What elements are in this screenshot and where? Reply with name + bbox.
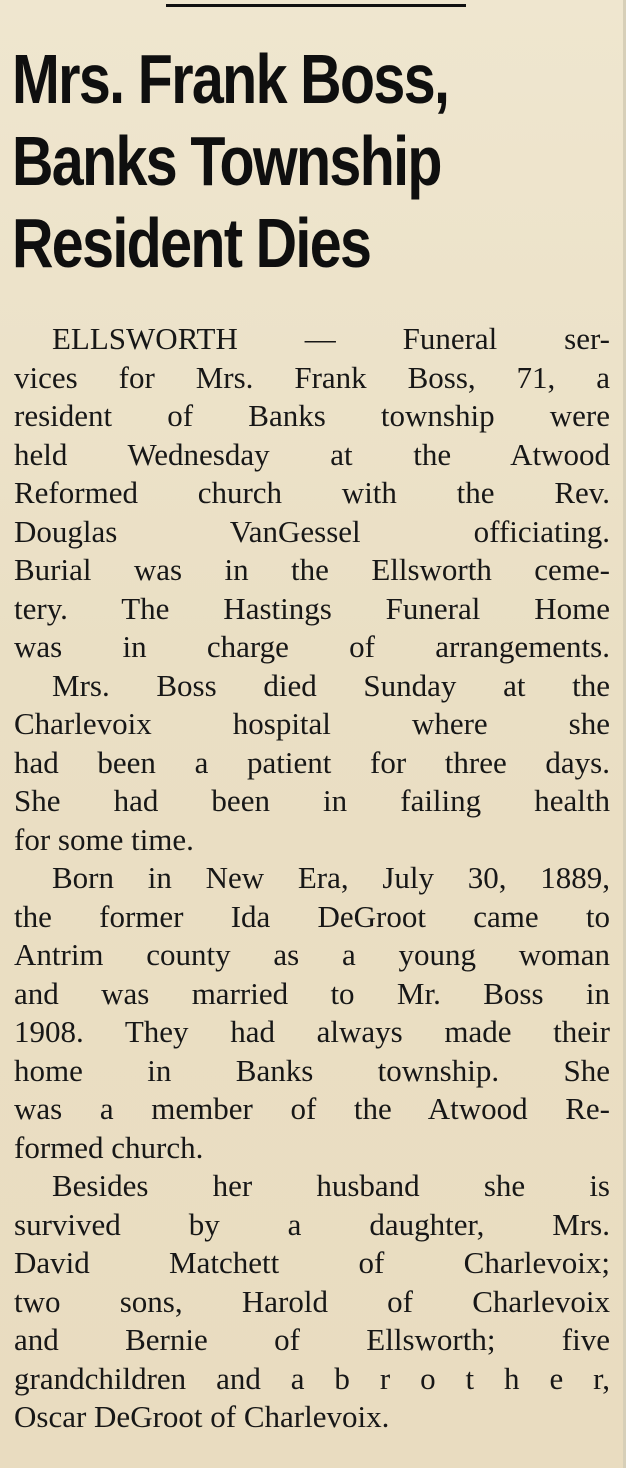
paragraph-1-line-2: vices for Mrs. Frank Boss, 71, a	[14, 359, 610, 395]
paragraph-4-line-6: grandchildren and a b r o t h e r,	[14, 1360, 610, 1396]
paragraph-4-line-2: survived by a daughter, Mrs.	[14, 1206, 610, 1242]
paragraph-1-line-5: Reformed church with the Rev.	[14, 475, 610, 510]
paragraph-1-line-4: held Wednesday at the Atwood	[14, 436, 610, 472]
headline-line-1: Mrs. Frank Boss,	[12, 40, 449, 118]
paragraph-3-line-5: 1908. They had always made their	[14, 1014, 610, 1049]
paragraph-1-line-6: Douglas VanGessel officiating.	[14, 513, 610, 549]
paragraph-4-line-5: and Bernie of Ellsworth; five	[14, 1322, 610, 1357]
paragraph-4-line-4: two sons, Harold of Charlevoix	[14, 1283, 610, 1319]
dateline: ELLSWORTH — Funeral ser-	[52, 321, 610, 356]
paragraph-2-line-1: Mrs. Boss died Sunday at the	[52, 667, 610, 703]
paragraph-4-line-3: David Matchett of Charlevoix;	[14, 1245, 610, 1280]
paragraph-2	[14, 667, 610, 860]
paragraph-1-line-9: was in charge of arrangements.	[14, 629, 610, 664]
paragraph-4	[14, 1167, 610, 1437]
paragraph-3-line-4: and was married to Mr. Boss in	[14, 975, 610, 1011]
article-body	[14, 320, 610, 1437]
paragraph-1	[14, 320, 610, 667]
headline	[12, 38, 612, 284]
paragraph-2-line-5: for some time.	[14, 821, 194, 857]
top-rule	[166, 4, 466, 7]
paragraph-2-line-4: She had been in failing health	[14, 783, 610, 818]
paragraph-1-line-7: Burial was in the Ellsworth ceme-	[14, 552, 610, 587]
paragraph-4-line-1: Besides her husband she is	[52, 1168, 610, 1203]
paragraph-3-line-1: Born in New Era, July 30, 1889,	[52, 860, 610, 895]
paragraph-3-line-2: the former Ida DeGroot came to	[14, 898, 610, 934]
paragraph-3-line-3: Antrim county as a young woman	[14, 937, 610, 972]
paragraph-2-line-2: Charlevoix hospital where she	[14, 706, 610, 741]
paragraph-3	[14, 859, 610, 1167]
headline-line-3: Resident Dies	[12, 204, 371, 282]
paragraph-3-line-7: was a member of the Atwood Re-	[14, 1091, 610, 1126]
paragraph-3-line-6: home in Banks township. She	[14, 1052, 610, 1088]
paragraph-2-line-3: had been a patient for three days.	[14, 744, 610, 780]
paragraph-1-line-3: resident of Banks township were	[14, 398, 610, 433]
paragraph-4-line-7: Oscar DeGroot of Charlevoix.	[14, 1399, 390, 1434]
headline-line-2: Banks Township	[12, 122, 441, 200]
paragraph-1-line-8: tery. The Hastings Funeral Home	[14, 590, 610, 626]
paragraph-3-line-8: formed church.	[14, 1129, 204, 1165]
